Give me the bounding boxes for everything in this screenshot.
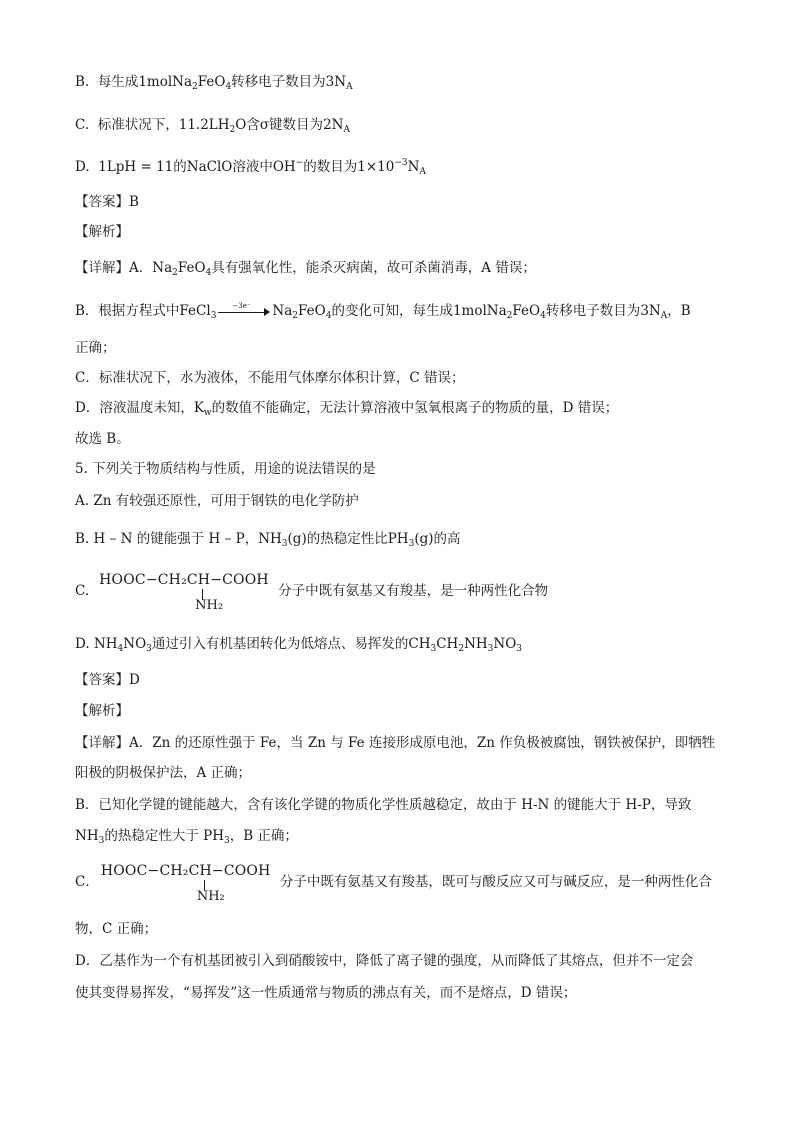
q4-detail-b-cont: 正确； — [75, 340, 116, 356]
q5-detail-c-cont: 物，C 正确； — [75, 921, 158, 937]
q5-answer: 【答案】D — [75, 672, 140, 688]
q4-answer: 【答案】B — [75, 194, 139, 210]
q5-detail-b-line1: B．已知化学键的键能越大，含有该化学键的物质化学性质越稳定，故由于 H-N 的键能大于 H-P，导致 — [75, 797, 692, 813]
q4-analysis-label: 【解析】 — [75, 224, 129, 240]
q4-option-c: C. 标准状况下，$11.2LH_2O$含σ键数目为$2N_A$ — [75, 117, 350, 135]
aspartic-acid-structure: HOOC−CH₂CH−COOH NH₂ — [99, 571, 269, 613]
q4-conclusion: 故选 B。 — [75, 431, 130, 447]
q5-option-c: C. HOOC−CH₂CH−COOH NH₂ 分子中既有氨基又有羧基，是一种两性化合物 — [75, 571, 549, 613]
q4-detail-b: B．根据方程式中FeCl$_3$ −3e⁻ $Na_2FeO_4$的变化可知，每生成1molNa$_2$FeO$_4$转移电子数目为$3N_A$，B — [75, 301, 691, 321]
q5-detail-a-line2: 阳极的阴极保护法，A 正确； — [75, 765, 252, 781]
reaction-arrow-icon: −3e⁻ — [218, 305, 270, 319]
q4-option-d: D. 1LpH = 11的NaClO溶液中OH−的数目为$1\times 10^{-3}N_A$ — [75, 158, 426, 177]
q5-option-d: D. $NH_4NO_3$通过引入有机基团转化为低熔点、易挥发的$CH_3CH_2NH_3NO_3$ — [75, 636, 523, 654]
q4-detail-d: D．溶液温度未知，$K_w$的数值不能确定，无法计算溶液中氢氧根离子的物质的量，D 错误； — [75, 400, 619, 418]
q5-detail-d-line1: D．乙基作为一个有机基团被引入到硝酸铵中，降低了离子键的强度，从而降低了其熔点，但并不一定会 — [75, 953, 694, 969]
q4-option-b: B. 每生成1molNa$_2$FeO$_4$转移电子数目为$3N_A$ — [75, 74, 353, 92]
q5-detail-c: C． HOOC−CH₂CH−COOH NH₂ 分子中既有氨基又有羧基，既可与酸反应又可与碱反应，是一种两性化合 — [75, 862, 712, 904]
aspartic-acid-structure-detail: HOOC−CH₂CH−COOH NH₂ — [100, 862, 271, 904]
q5-option-b: B. H – N 的键能强于 H – P，$NH_3(g)$的热稳定性比$PH_3(g)$的高 — [75, 531, 461, 549]
q5-analysis-label: 【解析】 — [75, 703, 129, 719]
q5-stem: 5. 下列关于物质结构与性质，用途的说法错误的是 — [75, 461, 376, 477]
q4-detail-c: C．标准状况下，水为液体，不能用气体摩尔体积计算，C 错误； — [75, 370, 465, 386]
q5-detail-b-line2: $NH_3$的热稳定性大于 $PH_3$，B 正确； — [75, 828, 298, 846]
q5-detail-a-line1: 【详解】A．Zn 的还原性强于 Fe，当 Zn 与 Fe 连接形成原电池，Zn 作负极被腐蚀，钢铁被保护，即牺牲 — [75, 735, 716, 751]
q5-detail-d-line2: 使其变得易挥发，“易挥发”这一性质通常与物质的沸点有关，而不是熔点，D 错误； — [75, 985, 577, 1001]
q5-option-a: A. Zn 有较强还原性，可用于钢铁的电化学防护 — [75, 493, 359, 509]
q4-detail-a: 【详解】A．$Na_2FeO_4$具有强氧化性，能杀灭病菌，故可杀菌消毒，A 错误； — [75, 260, 536, 278]
